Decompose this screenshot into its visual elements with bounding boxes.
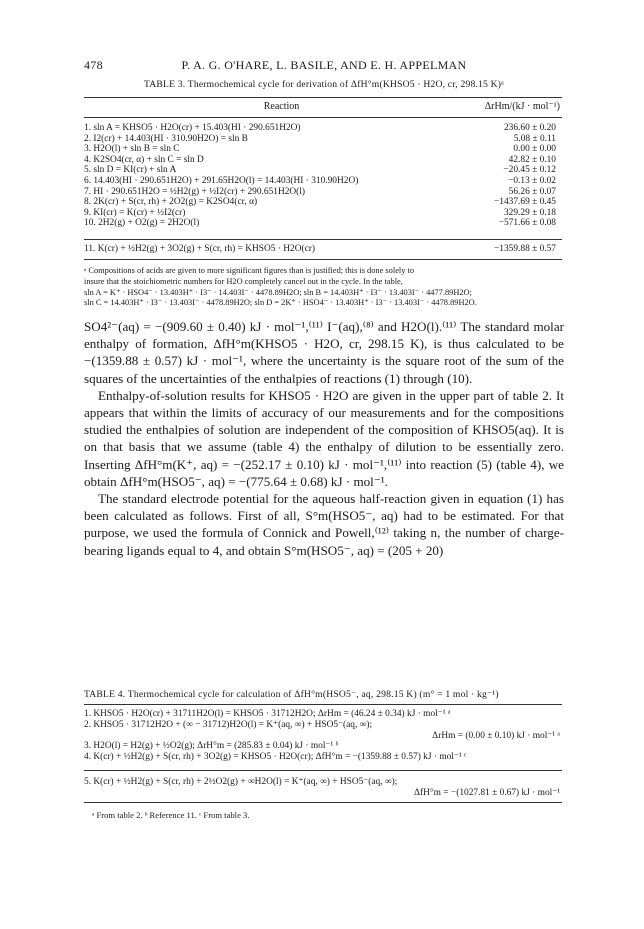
table-row bbox=[84, 144, 562, 155]
value-cell: 329.29 ± 0.18 bbox=[503, 207, 556, 218]
table-row bbox=[84, 788, 562, 799]
table-row bbox=[84, 123, 562, 134]
table3-header bbox=[84, 101, 562, 115]
table3-total-row bbox=[84, 244, 562, 256]
value-cell: −0.13 ± 0.02 bbox=[508, 175, 556, 186]
table-row bbox=[84, 197, 562, 208]
table-row bbox=[84, 187, 562, 198]
table-row bbox=[84, 752, 562, 763]
reaction-cell: 8. 2K(cr) + S(cr, rh) + 2O2(g) = K2SO4(cr, α) bbox=[84, 197, 258, 208]
table-row bbox=[84, 218, 562, 229]
value-cell: −571.66 ± 0.08 bbox=[498, 218, 556, 229]
value-cell: −20.45 ± 0.12 bbox=[503, 165, 556, 176]
running-head bbox=[84, 58, 564, 74]
reaction-cell: 1. sln A = KHSO5 · H2O(cr) + 15.403(HI · 290.651H2O) bbox=[84, 123, 301, 133]
reaction-cell: 5. sln D = KI(cr) + sln A bbox=[84, 165, 177, 176]
value-cell: ΔrHm = (0.00 ± 0.10) kJ · mol⁻¹ ᵃ bbox=[432, 730, 560, 741]
value-cell: 5.08 ± 0.11 bbox=[513, 133, 556, 144]
table-row bbox=[84, 155, 562, 166]
table-row bbox=[84, 777, 562, 788]
footnote-line: ᵃ Compositions of acids are given to more significant figures than is justified; this is done solely to bbox=[84, 266, 415, 275]
value-cell: 0.00 ± 0.00 bbox=[513, 144, 556, 155]
reaction-cell: 5. K(cr) + ½H2(g) + S(cr, rh) + 2½O2(g) + ∞H2O(l) = K⁺(aq, ∞) + HSO5⁻(aq, ∞); bbox=[84, 777, 398, 787]
paragraph: Enthalpy-of-solution results for KHSO5 · H2O are given in the upper part of table 2. It appears that within the limits of accuracy of our measurements and for the compositions studied the enthalpies of solution are independent of the composition of KHSO5(aq). It is on that basis that we assume (table 4) the enthalpy of dilution to be essentially zero. Inserting ΔfH°m(K⁺, aq) = −(252.17 ± 0.10) kJ · mol⁻¹,⁽¹¹⁾ into reaction (5) (table 4), we obtain ΔfH°m(HSO5⁻, aq) = −(775.64 ± 0.68) kJ · mol⁻¹. bbox=[84, 387, 564, 489]
table3-top-rule bbox=[84, 97, 562, 98]
table3-header-rule bbox=[84, 117, 562, 118]
table4-top-rule bbox=[84, 704, 562, 705]
reaction-cell: 1. KHSO5 · H2O(cr) + 31711H2O(l) = KHSO5 · 31712H2O; ΔrHm = (46.24 ± 0.34) kJ · mol⁻¹ ᵃ bbox=[84, 709, 451, 719]
reaction-cell: 3. H2O(l) + sln B = sln C bbox=[84, 144, 180, 155]
table3-bottom-rule bbox=[84, 259, 562, 260]
table4-footnote: ᵃ From table 2. ᵇ Reference 11. ᶜ From table 3. bbox=[92, 810, 250, 820]
table4-caption: TABLE 4. Thermochemical cycle for calculation of ΔfH°m(HSO5⁻, aq, 298.15 K) (m° = 1 mol · kg⁻¹) bbox=[84, 689, 499, 700]
table4-sum-rule bbox=[84, 770, 562, 771]
table3-col-reaction: Reaction bbox=[263, 101, 300, 112]
table-row bbox=[84, 176, 562, 187]
table4-total-row bbox=[84, 777, 562, 799]
table3-footnote bbox=[84, 266, 562, 309]
reaction-cell: 4. K(cr) + ½H2(g) + S(cr, rh) + 3O2(g) = KHSO5 · H2O(cr); ΔfH°m = −(1359.88 ± 0.57) kJ · mol⁻¹ ᶜ bbox=[84, 752, 467, 763]
value-cell: ΔfH°m = −(1027.81 ± 0.67) kJ · mol⁻¹ bbox=[413, 787, 560, 798]
table-row bbox=[84, 709, 562, 720]
reaction-cell: 2. KHSO5 · 31712H2O + (∞ − 31712)H2O(l) = K⁺(aq, ∞) + HSO5⁻(aq, ∞); bbox=[84, 719, 373, 730]
value-cell: 56.26 ± 0.07 bbox=[508, 186, 556, 197]
footnote-line: insure that the stoichiometric numbers for H2O completely cancel out in the cycle. In the table, bbox=[84, 276, 403, 286]
table-row bbox=[84, 134, 562, 145]
reaction-cell: 9. KI(cr) = K(cr) + ½I2(cr) bbox=[84, 207, 186, 218]
reaction-cell: 2. I2(cr) + 14.403(HI · 310.90H2O) = sln B bbox=[84, 133, 248, 144]
table-row bbox=[84, 720, 562, 731]
paragraph: The standard electrode potential for the aqueous half-reaction given in equation (1) has been calculated as follows. First of all, S°m(HSO5⁻, aq) had to be estimated. For that purpose, we used the formula of Connick and Powell,⁽¹²⁾ taking n, the number of charge-bearing ligands equal to 4, and obtain S°m(HSO5⁻, aq) = (205 + 20) bbox=[84, 491, 564, 558]
footnote-line: sln A = K⁺ · HSO4⁻ · 13.403H⁺ · I3⁻ · 14.403I⁻ · 4478.89H2O; sln B = 14.403H⁺ · I3⁻ · 13.403I⁻ · 4477.89H2O; bbox=[84, 287, 472, 297]
reaction-cell: 4. K2SO4(cr, α) + sln C = sln D bbox=[84, 154, 204, 165]
reaction-cell: 10. 2H2(g) + O2(g) = 2H2O(l) bbox=[84, 218, 200, 229]
value-cell: −1359.88 ± 0.57 bbox=[494, 244, 556, 254]
table3-col-value: ΔrHm/(kJ · mol⁻¹) bbox=[484, 101, 560, 112]
table3-caption: TABLE 3. Thermochemical cycle for derivation of ΔfH°m(KHSO5 · H2O, cr, 298.15 K)ᵃ bbox=[144, 79, 504, 90]
reaction-cell: 11. K(cr) + ½H2(g) + 3O2(g) + S(cr, rh) = KHSO5 · H2O(cr) bbox=[84, 244, 316, 254]
page-number: 478 bbox=[84, 58, 103, 72]
value-cell: 236.60 ± 0.20 bbox=[503, 123, 556, 133]
table4-bottom-rule bbox=[84, 802, 562, 803]
table-row bbox=[84, 208, 562, 219]
table-row bbox=[84, 165, 562, 176]
value-cell: 42.82 ± 0.10 bbox=[508, 154, 556, 165]
value-cell: −1437.69 ± 0.45 bbox=[494, 197, 556, 208]
table3-sum-rule bbox=[84, 239, 562, 240]
reaction-cell: 7. HI · 290.651H2O = ½H2(g) + ½I2(cr) + 290.651H2O(l) bbox=[84, 186, 306, 197]
paragraph: SO4²⁻(aq) = −(909.60 ± 0.40) kJ · mol⁻¹,⁽¹¹⁾ I⁻(aq),⁽⁸⁾ and H2O(l).⁽¹¹⁾ The standard molar enthalpy of formation, ΔfH°m(KHSO5 · H2O, cr, 298.15 K), is thus calculated to be −(1359.88 ± 0.57) kJ · mol⁻¹, where the uncertainty is the square root of the sum of the squares of the uncertainties of the enthalpies of reactions (1) through (10). bbox=[84, 319, 564, 386]
table4-body bbox=[84, 709, 562, 763]
table3-body bbox=[84, 123, 562, 229]
table-row bbox=[84, 741, 562, 752]
reaction-cell: 3. H2O(l) = H2(g) + ½O2(g); ΔrH°m = (285.83 ± 0.04) kJ · mol⁻¹ ᵇ bbox=[84, 741, 339, 752]
reaction-cell: 6. 14.403(HI · 290.651H2O) + 291.65H2O(l) = 14.403(HI · 310.90H2O) bbox=[84, 175, 359, 186]
footnote-line: sln C = 14.403H⁺ · I3⁻ · 13.403I⁻ · 4478.89H2O; sln D = 2K⁺ · HSO4⁻ · 13.403H⁺ · I3⁻ · 13.403I⁻ · 4478.89H2O. bbox=[84, 298, 477, 308]
table-row bbox=[84, 731, 562, 742]
body-text bbox=[84, 318, 564, 559]
author-line: P. A. G. O'HARE, L. BASILE, AND E. H. APPELMAN bbox=[181, 58, 467, 72]
